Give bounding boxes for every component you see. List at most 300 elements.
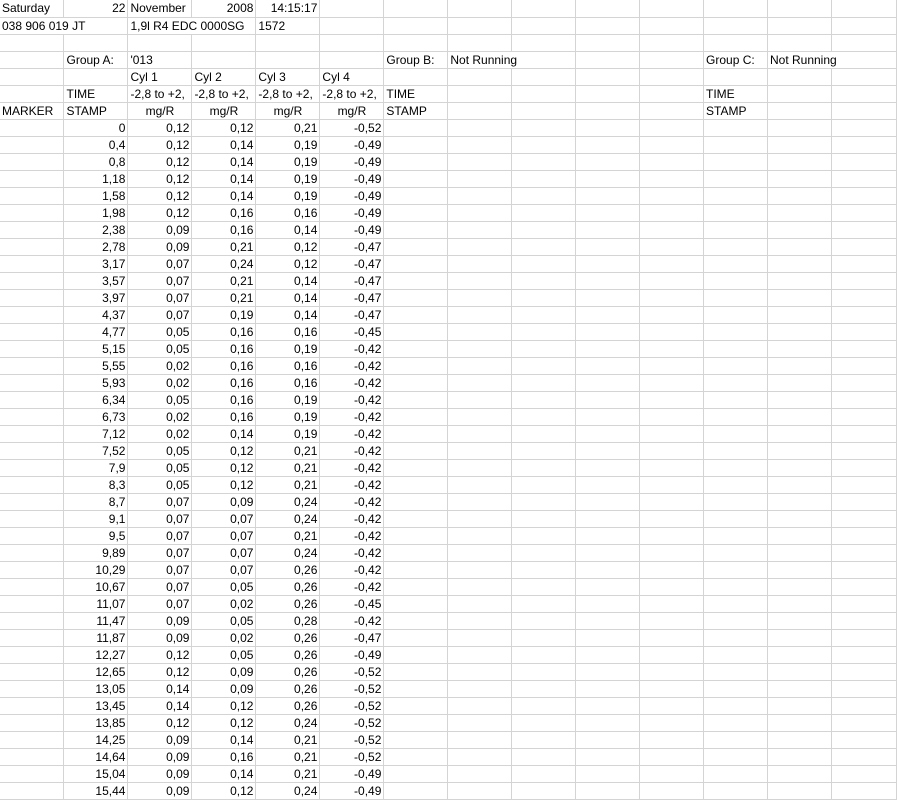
header-unit-cyl-4[interactable]: mg/R <box>320 102 384 119</box>
cell-cyl-3[interactable]: 0,19 <box>256 153 320 170</box>
cell[interactable] <box>384 289 448 306</box>
cell[interactable] <box>767 697 831 714</box>
cell[interactable] <box>384 442 448 459</box>
cell[interactable] <box>640 68 704 85</box>
cell[interactable] <box>576 408 640 425</box>
cell[interactable] <box>384 765 448 782</box>
cell-cyl-4[interactable]: -0,42 <box>320 459 384 476</box>
cell[interactable] <box>448 765 512 782</box>
cell[interactable] <box>704 17 768 34</box>
cell[interactable] <box>640 697 704 714</box>
cell[interactable] <box>640 323 704 340</box>
cell-cyl-4[interactable]: -0,47 <box>320 629 384 646</box>
cell[interactable] <box>831 646 896 663</box>
cell[interactable] <box>448 731 512 748</box>
cell[interactable] <box>384 272 448 289</box>
cell-marker[interactable] <box>0 255 64 272</box>
cell-marker[interactable] <box>0 561 64 578</box>
cell-time-stamp[interactable]: 14,64 <box>64 748 128 765</box>
cell-marker[interactable] <box>0 119 64 136</box>
cell[interactable] <box>448 527 512 544</box>
cell-cyl-3[interactable]: 0,14 <box>256 289 320 306</box>
cell[interactable] <box>704 187 768 204</box>
cell-cyl-1[interactable]: 0,07 <box>128 544 192 561</box>
cell[interactable] <box>831 476 896 493</box>
cell[interactable] <box>384 646 448 663</box>
cell-marker[interactable] <box>0 578 64 595</box>
cell[interactable] <box>448 782 512 799</box>
cell[interactable] <box>448 663 512 680</box>
cell-year[interactable]: 2008 <box>192 0 256 17</box>
cell-cyl-3[interactable]: 0,26 <box>256 629 320 646</box>
cell[interactable] <box>448 68 512 85</box>
cell[interactable] <box>831 527 896 544</box>
cell-cyl-2[interactable]: 0,07 <box>192 544 256 561</box>
cell-cyl-4[interactable]: -0,42 <box>320 442 384 459</box>
cell[interactable] <box>640 680 704 697</box>
header-cyl-3[interactable]: Cyl 3 <box>256 68 320 85</box>
group-c-value[interactable]: Not Running <box>767 51 896 68</box>
cell[interactable] <box>448 221 512 238</box>
cell[interactable] <box>384 306 448 323</box>
cell-cyl-4[interactable]: -0,42 <box>320 493 384 510</box>
cell-cyl-1[interactable]: 0,05 <box>128 340 192 357</box>
cell[interactable] <box>448 204 512 221</box>
cell[interactable] <box>767 306 831 323</box>
cell[interactable] <box>831 255 896 272</box>
cell[interactable] <box>512 408 576 425</box>
cell[interactable] <box>512 442 576 459</box>
cell-cyl-4[interactable]: -0,52 <box>320 663 384 680</box>
cell[interactable] <box>384 697 448 714</box>
cell-marker[interactable] <box>0 408 64 425</box>
cell[interactable] <box>831 119 896 136</box>
header-unit-cyl-2[interactable]: mg/R <box>192 102 256 119</box>
cell-cyl-4[interactable]: -0,52 <box>320 748 384 765</box>
cell-cyl-2[interactable]: 0,16 <box>192 340 256 357</box>
cell-time-stamp[interactable]: 11,87 <box>64 629 128 646</box>
cell-cyl-1[interactable]: 0,12 <box>128 119 192 136</box>
cell[interactable] <box>767 204 831 221</box>
cell[interactable] <box>512 731 576 748</box>
cell-cyl-3[interactable]: 0,16 <box>256 357 320 374</box>
cell[interactable] <box>512 663 576 680</box>
cell[interactable] <box>640 51 704 68</box>
cell-cyl-1[interactable]: 0,07 <box>128 493 192 510</box>
cell-cyl-2[interactable]: 0,09 <box>192 493 256 510</box>
cell-marker[interactable] <box>0 170 64 187</box>
group-a-label[interactable]: Group A: <box>64 51 128 68</box>
cell-marker[interactable] <box>0 442 64 459</box>
cell[interactable] <box>512 17 576 34</box>
cell[interactable] <box>831 425 896 442</box>
cell[interactable] <box>576 119 640 136</box>
cell-cyl-1[interactable]: 0,12 <box>128 170 192 187</box>
cell-cyl-4[interactable]: -0,42 <box>320 561 384 578</box>
cell-engine[interactable]: 1,9l R4 EDC 0000SG <box>128 17 256 34</box>
cell-cyl-4[interactable]: -0,52 <box>320 119 384 136</box>
cell-cyl-1[interactable]: 0,07 <box>128 289 192 306</box>
cell[interactable] <box>256 34 320 51</box>
cell-marker[interactable] <box>0 663 64 680</box>
cell-cyl-1[interactable]: 0,12 <box>128 153 192 170</box>
cell[interactable] <box>448 714 512 731</box>
cell[interactable] <box>384 170 448 187</box>
cell-cyl-4[interactable]: -0,42 <box>320 408 384 425</box>
cell[interactable] <box>448 408 512 425</box>
cell[interactable] <box>384 391 448 408</box>
cell[interactable] <box>767 663 831 680</box>
cell-time-stamp[interactable]: 9,5 <box>64 527 128 544</box>
cell[interactable] <box>640 85 704 102</box>
cell[interactable] <box>704 578 768 595</box>
cell[interactable] <box>767 68 831 85</box>
cell[interactable] <box>576 680 640 697</box>
cell[interactable] <box>512 170 576 187</box>
cell[interactable] <box>448 136 512 153</box>
cell[interactable] <box>831 374 896 391</box>
cell-marker[interactable] <box>0 612 64 629</box>
cell[interactable] <box>704 595 768 612</box>
cell-marker[interactable] <box>0 391 64 408</box>
cell[interactable] <box>640 238 704 255</box>
cell-cyl-3[interactable]: 0,26 <box>256 697 320 714</box>
cell[interactable] <box>576 782 640 799</box>
cell[interactable] <box>512 340 576 357</box>
cell[interactable] <box>448 646 512 663</box>
cell-cyl-3[interactable]: 0,14 <box>256 221 320 238</box>
cell-cyl-4[interactable]: -0,42 <box>320 391 384 408</box>
cell[interactable] <box>640 119 704 136</box>
cell-cyl-3[interactable]: 0,19 <box>256 425 320 442</box>
cell[interactable] <box>767 374 831 391</box>
cell-marker[interactable] <box>0 153 64 170</box>
cell[interactable] <box>576 102 640 119</box>
cell[interactable] <box>384 782 448 799</box>
header-range-cyl-1[interactable]: -2,8 to +2, <box>128 85 192 102</box>
cell-cyl-1[interactable]: 0,05 <box>128 459 192 476</box>
cell-cyl-4[interactable]: -0,42 <box>320 612 384 629</box>
header-time-a[interactable]: TIME <box>64 85 128 102</box>
cell[interactable] <box>448 340 512 357</box>
cell[interactable] <box>192 51 256 68</box>
cell-cyl-2[interactable]: 0,02 <box>192 629 256 646</box>
cell-cyl-4[interactable]: -0,42 <box>320 578 384 595</box>
cell-marker[interactable] <box>0 306 64 323</box>
cell[interactable] <box>767 119 831 136</box>
cell[interactable] <box>767 765 831 782</box>
cell[interactable] <box>448 578 512 595</box>
cell[interactable] <box>448 170 512 187</box>
cell[interactable] <box>384 119 448 136</box>
cell-cyl-2[interactable]: 0,24 <box>192 255 256 272</box>
cell[interactable] <box>576 561 640 578</box>
cell-time-stamp[interactable]: 4,37 <box>64 306 128 323</box>
cell[interactable] <box>640 0 704 17</box>
cell-marker[interactable] <box>0 731 64 748</box>
cell[interactable] <box>640 425 704 442</box>
cell[interactable] <box>640 136 704 153</box>
cell-time-stamp[interactable]: 9,89 <box>64 544 128 561</box>
cell-cyl-2[interactable]: 0,21 <box>192 238 256 255</box>
cell[interactable] <box>64 34 128 51</box>
cell[interactable] <box>384 493 448 510</box>
cell[interactable] <box>831 68 896 85</box>
cell[interactable] <box>640 731 704 748</box>
cell[interactable] <box>576 391 640 408</box>
cell-cyl-2[interactable]: 0,14 <box>192 170 256 187</box>
cell-marker[interactable] <box>0 595 64 612</box>
cell[interactable] <box>448 612 512 629</box>
cell[interactable] <box>320 0 384 17</box>
cell-marker[interactable] <box>0 765 64 782</box>
cell[interactable] <box>576 663 640 680</box>
cell[interactable] <box>767 221 831 238</box>
cell[interactable] <box>384 0 448 17</box>
header-range-cyl-2[interactable]: -2,8 to +2, <box>192 85 256 102</box>
cell-cyl-4[interactable]: -0,42 <box>320 510 384 527</box>
cell-cyl-3[interactable]: 0,16 <box>256 374 320 391</box>
cell-cyl-3[interactable]: 0,19 <box>256 170 320 187</box>
cell[interactable] <box>704 629 768 646</box>
cell-cyl-4[interactable]: -0,49 <box>320 204 384 221</box>
cell[interactable] <box>704 680 768 697</box>
cell[interactable] <box>576 595 640 612</box>
cell[interactable] <box>512 357 576 374</box>
cell[interactable] <box>640 765 704 782</box>
cell-marker[interactable] <box>0 493 64 510</box>
cell[interactable] <box>576 731 640 748</box>
cell[interactable] <box>448 255 512 272</box>
cell[interactable] <box>831 731 896 748</box>
cell[interactable] <box>512 187 576 204</box>
cell[interactable] <box>448 374 512 391</box>
cell-cyl-1[interactable]: 0,02 <box>128 374 192 391</box>
cell-cyl-2[interactable]: 0,07 <box>192 527 256 544</box>
cell[interactable] <box>384 204 448 221</box>
cell[interactable] <box>576 442 640 459</box>
cell-time-stamp[interactable]: 4,77 <box>64 323 128 340</box>
cell[interactable] <box>767 595 831 612</box>
cell-cyl-1[interactable]: 0,05 <box>128 391 192 408</box>
cell[interactable] <box>384 34 448 51</box>
cell-cyl-3[interactable]: 0,21 <box>256 442 320 459</box>
cell[interactable] <box>640 612 704 629</box>
cell[interactable] <box>831 442 896 459</box>
cell[interactable] <box>767 731 831 748</box>
cell[interactable] <box>767 85 831 102</box>
cell[interactable] <box>704 510 768 527</box>
cell-cyl-1[interactable]: 0,12 <box>128 646 192 663</box>
cell-cyl-1[interactable]: 0,12 <box>128 204 192 221</box>
cell-date-number[interactable]: 22 <box>64 0 128 17</box>
cell[interactable] <box>640 289 704 306</box>
header-unit-cyl-3[interactable]: mg/R <box>256 102 320 119</box>
cell[interactable] <box>767 782 831 799</box>
cell[interactable] <box>704 306 768 323</box>
cell[interactable] <box>704 459 768 476</box>
cell[interactable] <box>384 731 448 748</box>
cell[interactable] <box>704 289 768 306</box>
cell-cyl-2[interactable]: 0,12 <box>192 697 256 714</box>
cell[interactable] <box>704 782 768 799</box>
cell[interactable] <box>767 680 831 697</box>
cell-cyl-2[interactable]: 0,12 <box>192 119 256 136</box>
group-b-value[interactable]: Not Running <box>448 51 576 68</box>
cell-cyl-2[interactable]: 0,14 <box>192 765 256 782</box>
cell-cyl-2[interactable]: 0,14 <box>192 731 256 748</box>
cell[interactable] <box>384 527 448 544</box>
cell-cyl-3[interactable]: 0,14 <box>256 306 320 323</box>
cell[interactable] <box>512 748 576 765</box>
cell[interactable] <box>831 714 896 731</box>
cell[interactable] <box>831 170 896 187</box>
cell-marker[interactable] <box>0 187 64 204</box>
cell[interactable] <box>640 221 704 238</box>
cell-cyl-4[interactable]: -0,47 <box>320 238 384 255</box>
cell-time-stamp[interactable]: 12,27 <box>64 646 128 663</box>
cell[interactable] <box>640 782 704 799</box>
cell[interactable] <box>767 357 831 374</box>
cell[interactable] <box>831 323 896 340</box>
cell[interactable] <box>384 510 448 527</box>
cell[interactable] <box>0 34 64 51</box>
cell[interactable] <box>640 459 704 476</box>
cell[interactable] <box>576 374 640 391</box>
cell-marker[interactable] <box>0 425 64 442</box>
cell[interactable] <box>831 34 896 51</box>
cell[interactable] <box>767 510 831 527</box>
cell[interactable] <box>320 17 384 34</box>
cell[interactable] <box>767 323 831 340</box>
cell[interactable] <box>384 187 448 204</box>
cell[interactable] <box>704 408 768 425</box>
cell[interactable] <box>831 102 896 119</box>
cell[interactable] <box>831 595 896 612</box>
cell-cyl-3[interactable]: 0,16 <box>256 204 320 221</box>
cell-cyl-1[interactable]: 0,05 <box>128 442 192 459</box>
cell[interactable] <box>384 255 448 272</box>
cell-cyl-1[interactable]: 0,07 <box>128 527 192 544</box>
cell[interactable] <box>512 476 576 493</box>
cell[interactable] <box>384 238 448 255</box>
cell-time-stamp[interactable]: 12,65 <box>64 663 128 680</box>
cell[interactable] <box>512 629 576 646</box>
cell-cyl-4[interactable]: -0,42 <box>320 425 384 442</box>
cell-marker[interactable] <box>0 238 64 255</box>
cell[interactable] <box>767 34 831 51</box>
cell[interactable] <box>512 765 576 782</box>
cell[interactable] <box>576 425 640 442</box>
cell-time-stamp[interactable]: 11,47 <box>64 612 128 629</box>
cell-marker[interactable] <box>0 629 64 646</box>
cell[interactable] <box>512 102 576 119</box>
cell-cyl-1[interactable]: 0,09 <box>128 782 192 799</box>
cell[interactable] <box>831 289 896 306</box>
cell-cyl-3[interactable]: 0,26 <box>256 578 320 595</box>
cell-cyl-2[interactable]: 0,16 <box>192 204 256 221</box>
cell-cyl-4[interactable]: -0,49 <box>320 170 384 187</box>
cell[interactable] <box>831 663 896 680</box>
cell[interactable] <box>704 119 768 136</box>
cell[interactable] <box>576 629 640 646</box>
cell-cyl-2[interactable]: 0,05 <box>192 646 256 663</box>
cell-time-stamp[interactable]: 2,38 <box>64 221 128 238</box>
cell[interactable] <box>831 629 896 646</box>
cell[interactable] <box>767 714 831 731</box>
cell-cyl-2[interactable]: 0,14 <box>192 153 256 170</box>
cell-month[interactable]: November <box>128 0 192 17</box>
cell[interactable] <box>831 221 896 238</box>
cell[interactable] <box>448 680 512 697</box>
cell-time-stamp[interactable]: 3,97 <box>64 289 128 306</box>
cell[interactable] <box>448 238 512 255</box>
cell[interactable] <box>704 340 768 357</box>
cell[interactable] <box>448 476 512 493</box>
cell-cyl-3[interactable]: 0,19 <box>256 187 320 204</box>
cell[interactable] <box>576 0 640 17</box>
cell[interactable] <box>831 544 896 561</box>
cell-cyl-1[interactable]: 0,12 <box>128 136 192 153</box>
cell-marker[interactable] <box>0 510 64 527</box>
cell[interactable] <box>320 51 384 68</box>
cell-time-stamp[interactable]: 1,98 <box>64 204 128 221</box>
cell-cyl-3[interactable]: 0,21 <box>256 748 320 765</box>
cell[interactable] <box>640 306 704 323</box>
cell[interactable] <box>384 374 448 391</box>
cell[interactable] <box>576 272 640 289</box>
cell[interactable] <box>448 119 512 136</box>
cell-cyl-4[interactable]: -0,45 <box>320 595 384 612</box>
cell[interactable] <box>831 187 896 204</box>
cell[interactable] <box>576 153 640 170</box>
cell[interactable] <box>448 442 512 459</box>
cell-cyl-3[interactable]: 0,21 <box>256 765 320 782</box>
cell[interactable] <box>448 493 512 510</box>
cell[interactable] <box>384 68 448 85</box>
cell-marker[interactable] <box>0 289 64 306</box>
cell[interactable] <box>831 204 896 221</box>
cell-cyl-1[interactable]: 0,05 <box>128 323 192 340</box>
cell-cyl-4[interactable]: -0,49 <box>320 153 384 170</box>
cell[interactable] <box>384 476 448 493</box>
cell[interactable] <box>576 68 640 85</box>
cell[interactable] <box>831 153 896 170</box>
header-stamp-c[interactable]: STAMP <box>704 102 768 119</box>
cell[interactable] <box>384 544 448 561</box>
cell-cyl-1[interactable]: 0,09 <box>128 765 192 782</box>
cell[interactable] <box>448 272 512 289</box>
cell-marker[interactable] <box>0 340 64 357</box>
cell-cyl-2[interactable]: 0,12 <box>192 442 256 459</box>
header-marker[interactable]: MARKER <box>0 102 64 119</box>
cell[interactable] <box>704 527 768 544</box>
cell-cyl-4[interactable]: -0,42 <box>320 340 384 357</box>
cell[interactable] <box>640 272 704 289</box>
cell[interactable] <box>767 578 831 595</box>
cell-cyl-2[interactable]: 0,05 <box>192 612 256 629</box>
cell[interactable] <box>512 153 576 170</box>
cell-cyl-4[interactable]: -0,49 <box>320 782 384 799</box>
cell[interactable] <box>831 510 896 527</box>
cell-cyl-2[interactable]: 0,05 <box>192 578 256 595</box>
cell[interactable] <box>384 459 448 476</box>
cell-cyl-1[interactable]: 0,09 <box>128 221 192 238</box>
cell[interactable] <box>767 340 831 357</box>
cell-marker[interactable] <box>0 714 64 731</box>
cell-cyl-2[interactable]: 0,16 <box>192 357 256 374</box>
cell-time-stamp[interactable]: 7,12 <box>64 425 128 442</box>
